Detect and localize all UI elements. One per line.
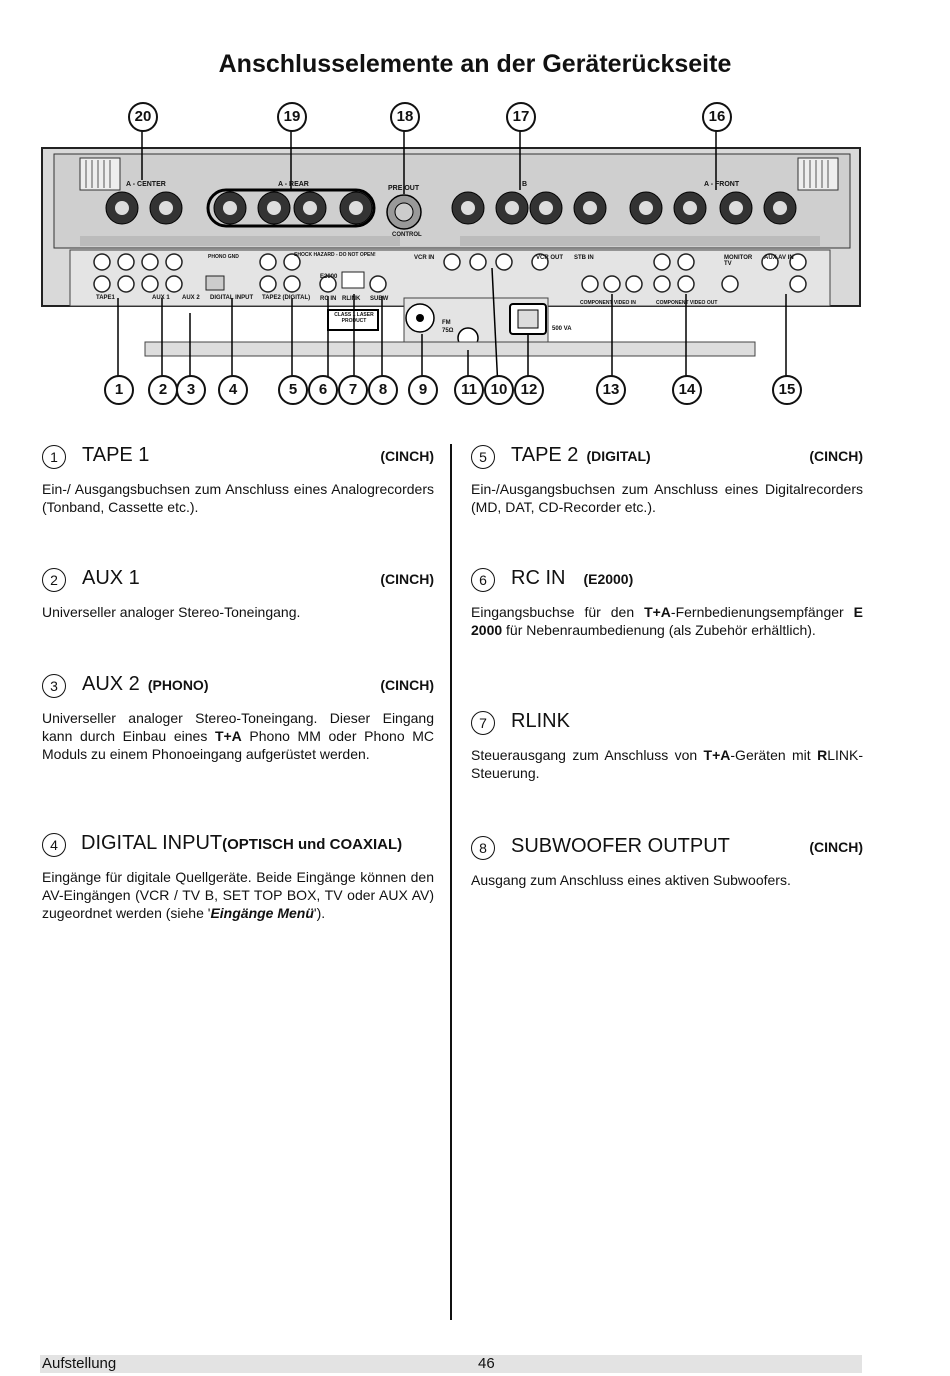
section-number: 6 [471,568,495,592]
label-tape2: TAPE2 (DIGITAL) [262,295,311,301]
section-tag: (CINCH) [809,448,863,464]
section-title-text: TAPE 2 [511,444,579,466]
section-number: 8 [471,836,495,860]
section-number: 1 [42,445,66,469]
body-text: Universeller analoger Stereo-Toneingang. Dieser Eingang kann durch Einbau eines [42,710,434,744]
label-ohm: 75Ω [442,328,454,334]
section-aux1 [42,567,434,621]
body-text: '). [313,905,326,921]
callout-13: 13 [596,375,626,405]
label-control: CONTROL [392,232,422,238]
section-title: AUX 1 [82,567,140,589]
label-pre-out: PRE OUT [388,185,420,192]
section-title: RLINK [511,710,570,732]
body-text: Eingänge für digitale Quellgeräte. Beide Eingänge können den AV-Eingängen (VCR / TV B, SET TOP BOX, TV oder AUX AV) zugeordnet werden (siehe ' [42,869,434,921]
section-rc-in [471,567,863,639]
section-body [42,868,434,922]
section-body [471,603,863,639]
callout-19: 19 [277,102,307,132]
body-text: Phono MM oder Phono MC Moduls zu einem Phonoeingang aufgerüstet werden. [42,728,435,762]
label-rear: A - REAR [278,181,309,188]
section-title-text: AUX 2 [82,673,140,695]
brand-logo: T+A [703,747,731,763]
callout-20: 20 [128,102,158,132]
section-number: 4 [42,833,66,857]
menu-reference: Eingänge Menü [210,905,314,921]
section-tag: (CINCH) [380,677,434,693]
label-monitor-tv: MONITOR TV [724,255,753,267]
section-body [471,746,863,782]
callout-17: 17 [506,102,536,132]
section-tag: (CINCH) [380,571,434,587]
section-subtitle: (DIGITAL) [586,448,651,464]
section-number: 5 [471,445,495,469]
body-text: LINK-Steuerung. [471,747,863,781]
section-body: Ein-/Ausgangsbuchsen zum Anschluss eines Digitalrecorders (MD, DAT, CD-Recorder etc.). [471,481,863,515]
callout-16: 16 [702,102,732,132]
section-number: 7 [471,711,495,735]
label-vcr-in: VCR IN [414,255,435,261]
page-number: 46 [478,1355,495,1372]
label-aux-av-in: AUX AV IN [764,255,794,261]
label-component-in: COMPONENT VIDEO IN [580,300,636,306]
callout-9: 9 [408,375,438,405]
footer-section: Aufstellung [42,1355,117,1372]
label-subw: SUBW [370,296,389,302]
section-rlink [471,710,863,782]
section-body: Universeller analoger Stereo-Toneingang. [42,604,301,620]
product-name: E 2000 [471,604,863,638]
label-rc-in: RC IN [320,296,337,302]
callout-18: 18 [390,102,420,132]
section-subtitle: (PHONO) [147,677,209,693]
callout-15: 15 [772,375,802,405]
section-tag: (CINCH) [380,448,434,464]
callout-6: 6 [308,375,338,405]
callout-11: 11 [454,375,484,405]
section-subtitle: (OPTISCH und COAXIAL) [222,836,403,853]
label-shock: SHOCK HAZARD - DO NOT OPEN! [294,252,376,258]
section-number: 2 [42,568,66,592]
brand-logo: T+A [644,604,671,620]
section-digital-input [42,832,434,922]
section-tag: (CINCH) [809,839,863,855]
callout-14: 14 [672,375,702,405]
label-e2000: E2000 [320,274,338,280]
label-laser: CLASS 1 LASER PRODUCT [334,312,374,324]
section-title [511,567,633,590]
section-number: 3 [42,674,66,698]
column-divider [450,444,452,1320]
section-subtitle: (E2000) [583,571,634,587]
callout-2: 2 [148,375,178,405]
page-title: Anschlusselemente an der Geräterückseite [218,50,732,78]
label-phono-gnd: PHONO GND [208,254,239,260]
label-stb-in: STB IN [574,255,594,261]
section-subwoofer [471,835,863,889]
label-aux2: AUX 2 [182,295,200,301]
label-b: B [522,181,528,188]
body-text: Steuerausgang zum Anschluss von [471,747,704,763]
section-body [42,709,434,763]
section-title [82,673,208,696]
callout-10: 10 [484,375,514,405]
section-title-text: RC IN [511,567,566,589]
back-panel-figure [40,98,870,418]
section-title: SUBWOOFER OUTPUT [511,835,730,857]
label-aux1: AUX 1 [152,295,170,301]
body-text: Eingangsbuchse für den [471,604,645,620]
label-fm: FM [442,320,451,326]
callout-5: 5 [278,375,308,405]
section-aux2 [42,673,434,763]
brand-logo: T+A [214,728,242,744]
callout-1: 1 [104,375,134,405]
body-text: -Geräten mit [730,747,818,763]
section-title [81,832,402,855]
label-tape1: TAPE1 [96,295,115,301]
label-digital-input: DIGITAL INPUT [210,295,254,301]
section-tape2 [471,444,863,516]
rlink-initial: R [817,747,828,763]
label-va: 500 VA [552,326,572,332]
section-title: TAPE 1 [82,444,150,466]
callout-7: 7 [338,375,368,405]
callout-8: 8 [368,375,398,405]
page-footer [40,1355,862,1373]
label-center: A - CENTER [126,181,166,188]
callout-12: 12 [514,375,544,405]
callout-4: 4 [218,375,248,405]
body-text: -Fernbedienungsempfänger [670,604,854,620]
label-front: A - FRONT [704,181,740,188]
section-tape1 [42,444,434,516]
callout-3: 3 [176,375,206,405]
label-component-out: COMPONENT VIDEO OUT [656,300,718,306]
label-rlink: RLINK [342,296,361,302]
section-title [511,444,651,467]
section-title-text: DIGITAL INPUT [81,832,223,854]
body-text: für Nebenraumbedienung (als Zubehör erhältlich). [502,622,816,638]
label-vcr-out: VCR OUT [536,255,563,261]
section-body: Ausgang zum Anschluss eines aktiven Subwoofers. [471,872,791,888]
section-body: Ein-/ Ausgangsbuchsen zum Anschluss eines Analogrecorders (Tonband, Cassette etc.). [42,481,434,515]
